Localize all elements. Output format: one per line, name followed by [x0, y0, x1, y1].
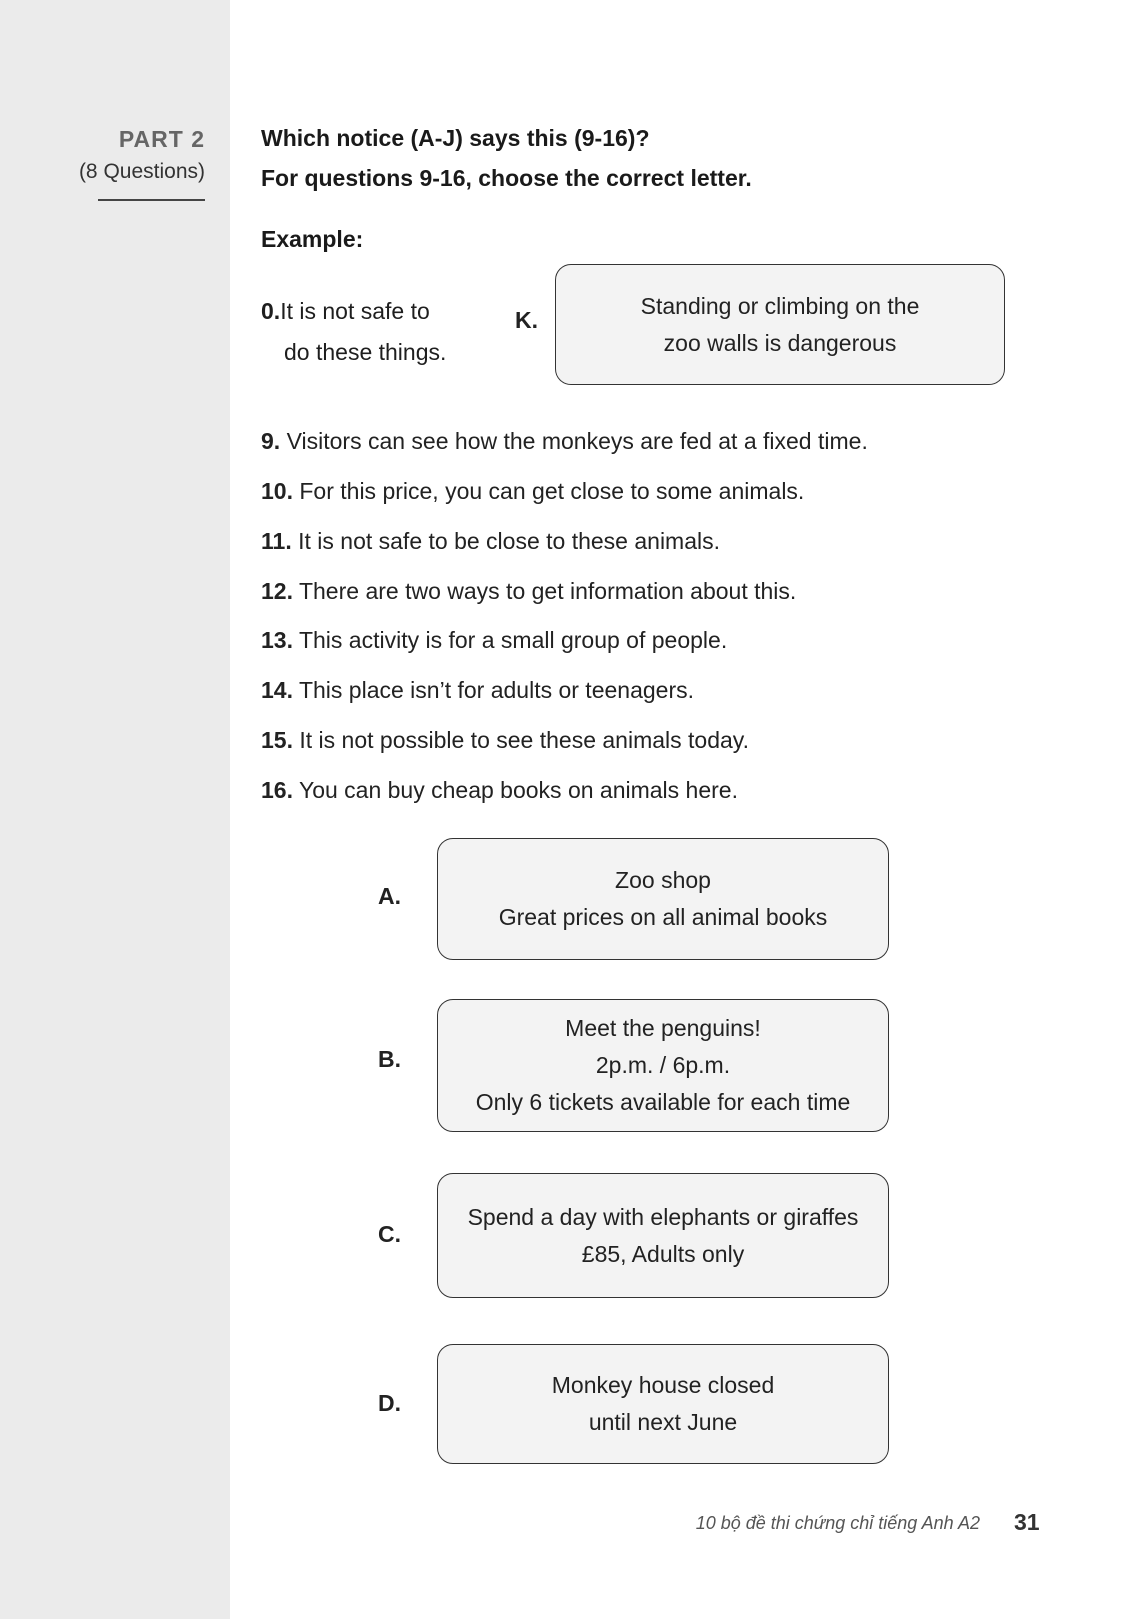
example-question [261, 298, 430, 325]
example-text-line-2: do these things. [284, 339, 447, 365]
notice-line: until next June [588, 1409, 738, 1435]
notice-line: Spend a day with elephants or giraffes [467, 1203, 859, 1230]
notice-c [437, 1173, 889, 1298]
question-text: It is not possible to see these animals today. [299, 727, 749, 753]
question-text: For this price, you can get close to some animals. [299, 478, 805, 504]
question-text: This place isn’t for adults or teenagers. [298, 677, 695, 703]
instruction-line-2: For questions 9-16, choose the correct letter. [261, 165, 752, 191]
example-notice [555, 264, 1005, 385]
part-label: PART 2 [118, 126, 205, 152]
question-11 [261, 528, 720, 555]
example-number: 0. [261, 298, 281, 324]
notice-line: 2p.m. / 6p.m. [595, 1052, 731, 1078]
question-text: You can buy cheap books on animals here. [298, 777, 738, 803]
part-divider [98, 199, 205, 201]
notice-line: £85, Adults only [581, 1240, 745, 1267]
example-letter: K. [515, 307, 538, 333]
question-9 [261, 428, 868, 455]
question-number: 15. [261, 727, 293, 753]
footer-book-title: 10 bộ đề thi chứng chỉ tiếng Anh A2 [695, 1513, 980, 1533]
notice-b [437, 999, 889, 1132]
example-notice-line-2: zoo walls is dangerous [663, 329, 897, 356]
question-number: 12. [261, 578, 293, 604]
question-number: 9. [261, 428, 281, 454]
question-text: Visitors can see how the monkeys are fed at a fixed time. [286, 428, 868, 454]
question-count: (8 Questions) [78, 160, 205, 183]
notice-line: Only 6 tickets available for each time [475, 1089, 851, 1115]
question-16 [261, 777, 738, 804]
notice-line: Zoo shop [615, 867, 711, 893]
notice-a [437, 838, 889, 960]
notice-a-letter: A. [378, 883, 401, 909]
example-label: Example: [261, 226, 364, 252]
question-text: This activity is for a small group of people. [298, 627, 728, 653]
question-number: 13. [261, 627, 293, 653]
question-14 [261, 677, 694, 704]
question-number: 11. [261, 528, 292, 554]
question-text: There are two ways to get information about this. [298, 578, 797, 604]
question-text: It is not safe to be close to these animals. [298, 528, 721, 554]
notice-d [437, 1344, 889, 1464]
question-12 [261, 578, 796, 605]
question-number: 10. [261, 478, 293, 504]
notice-b-letter: B. [378, 1046, 401, 1072]
notice-c-letter: C. [378, 1221, 401, 1247]
question-10 [261, 478, 804, 505]
example-notice-line-1: Standing or climbing on the [640, 292, 920, 319]
notice-line: Meet the penguins! [565, 1015, 761, 1041]
example-text-line-1: It is not safe to [280, 298, 430, 324]
instruction-line-1: Which notice (A-J) says this (9-16)? [261, 125, 650, 151]
notice-line: Monkey house closed [551, 1372, 775, 1398]
question-15 [261, 727, 749, 754]
notice-d-letter: D. [378, 1390, 401, 1416]
question-number: 16. [261, 777, 293, 803]
notice-line: Great prices on all animal books [498, 904, 828, 930]
question-number: 14. [261, 677, 293, 703]
question-13 [261, 627, 727, 654]
page-number: 31 [1014, 1509, 1040, 1535]
sidebar [0, 0, 230, 1619]
